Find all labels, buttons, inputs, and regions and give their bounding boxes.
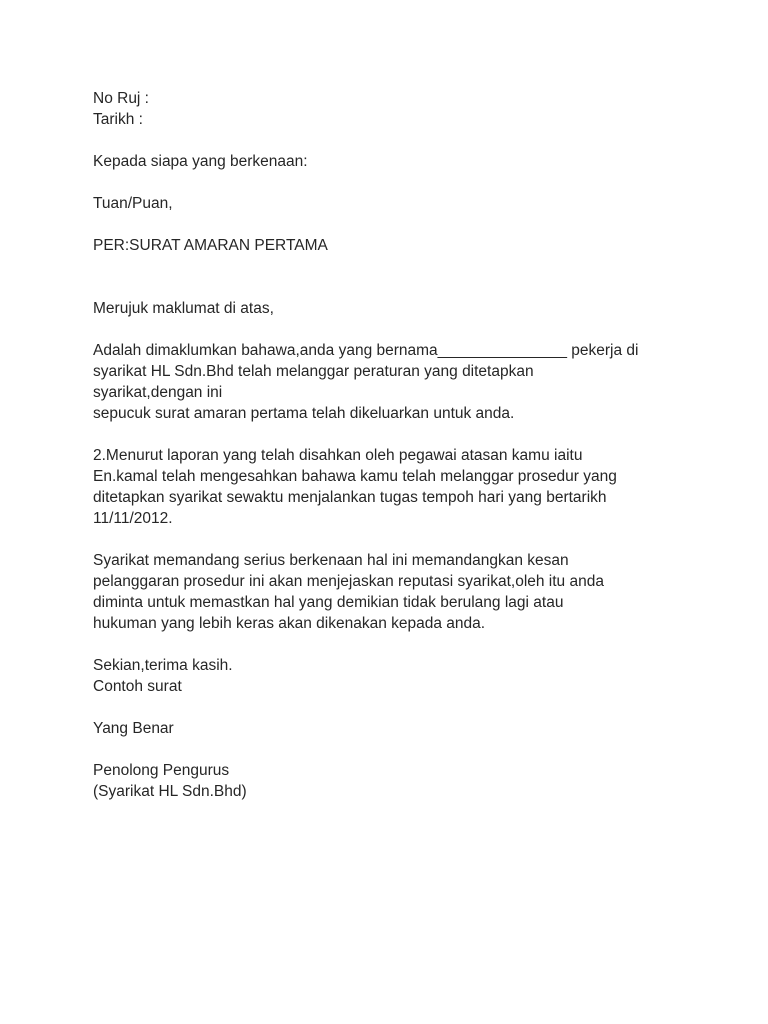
paragraph-1 bbox=[93, 340, 673, 424]
paragraph-line: hukuman yang lebih keras akan dikenakan kepada anda. bbox=[93, 615, 486, 632]
paragraph-line: syarikat,dengan ini bbox=[93, 384, 223, 401]
paragraph-line: Adalah dimaklumkan bahawa,anda yang bernama_______________ pekerja di bbox=[93, 342, 639, 359]
paragraph-line: diminta untuk memastkan hal yang demikian tidak berulang lagi atau bbox=[93, 594, 564, 611]
paragraph-line: pelanggaran prosedur ini akan menjejaskan reputasi syarikat,oleh itu anda bbox=[93, 573, 604, 590]
paragraph-3 bbox=[93, 550, 673, 634]
signatory-company: (Syarikat HL Sdn.Bhd) bbox=[93, 783, 247, 800]
warning-letter bbox=[93, 88, 673, 802]
signatory-title: Penolong Pengurus bbox=[93, 762, 230, 779]
closing-line: Sekian,terima kasih. bbox=[93, 657, 233, 674]
paragraph-line: sepucuk surat amaran pertama telah dikeluarkan untuk anda. bbox=[93, 405, 515, 422]
salutation: Tuan/Puan, bbox=[93, 195, 173, 212]
reference-number-line: No Ruj : bbox=[93, 90, 149, 107]
spacer bbox=[93, 172, 673, 193]
spacer bbox=[93, 424, 673, 445]
spacer bbox=[93, 214, 673, 235]
paragraph-2 bbox=[93, 445, 673, 529]
paragraph-line: En.kamal telah mengesahkan bahawa kamu telah melanggar prosedur yang bbox=[93, 468, 617, 485]
paragraph-line: 2.Menurut laporan yang telah disahkan oleh pegawai atasan kamu iaitu bbox=[93, 447, 583, 464]
paragraph-line: 11/11/2012. bbox=[93, 510, 173, 527]
paragraph-line: syarikat HL Sdn.Bhd telah melanggar peraturan yang ditetapkan bbox=[93, 363, 534, 380]
sign-off: Yang Benar bbox=[93, 720, 174, 737]
opening-line: Merujuk maklumat di atas, bbox=[93, 300, 274, 317]
caption-line: Contoh surat bbox=[93, 678, 182, 695]
date-line: Tarikh : bbox=[93, 111, 143, 128]
spacer bbox=[93, 634, 673, 655]
paragraph-line: ditetapkan syarikat sewaktu menjalankan tugas tempoh hari yang bertarikh bbox=[93, 489, 607, 506]
spacer bbox=[93, 529, 673, 550]
spacer bbox=[93, 130, 673, 151]
spacer bbox=[93, 319, 673, 340]
paragraph-line: Syarikat memandang serius berkenaan hal ini memandangkan kesan bbox=[93, 552, 569, 569]
spacer bbox=[93, 697, 673, 718]
spacer bbox=[93, 739, 673, 760]
recipient-line: Kepada siapa yang berkenaan: bbox=[93, 153, 308, 170]
spacer bbox=[93, 256, 673, 298]
subject-line: PER:SURAT AMARAN PERTAMA bbox=[93, 237, 328, 254]
